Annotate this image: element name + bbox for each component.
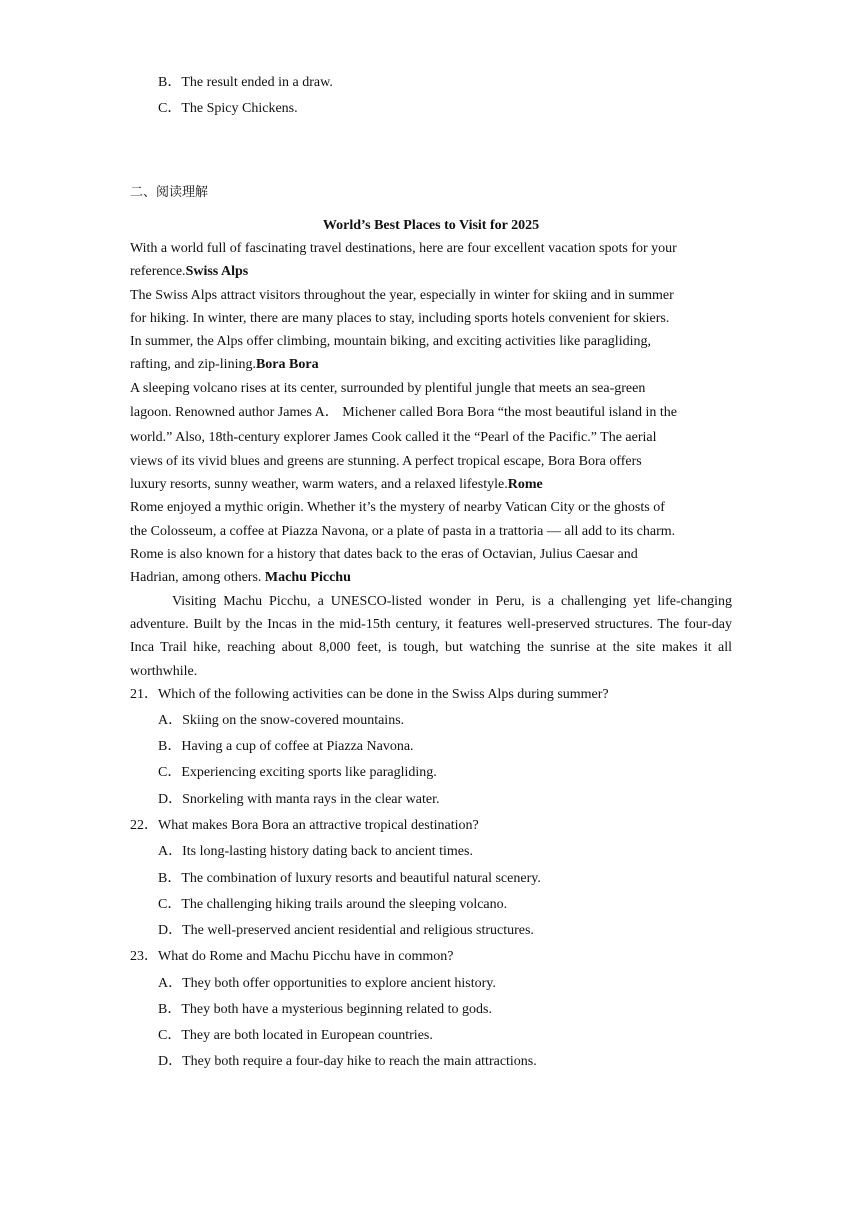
intro-line [130, 262, 248, 282]
question-22 [130, 816, 479, 836]
prev-option-b [158, 73, 333, 93]
option-21-a [158, 711, 404, 731]
option-21-b [158, 737, 414, 757]
option-letter: B． [158, 871, 182, 886]
option-letter: C． [158, 101, 182, 116]
option-letter: D． [158, 792, 183, 807]
prev-option-c [158, 99, 298, 119]
intro-line: With a world full of fascinating travel destinations, here are four excellent vacation spots for your [130, 241, 677, 256]
subheading-rome: Rome [507, 477, 543, 492]
subheading-machu-picchu: Machu Picchu [264, 570, 351, 585]
option-23-d [158, 1052, 537, 1072]
option-text: They both require a four-day hike to reach the main attractions. [182, 1054, 537, 1069]
question-number: 22． [130, 818, 158, 833]
option-text: Having a cup of coffee at Piazza Navona. [181, 739, 414, 754]
option-text: The well-preserved ancient residential and religious structures. [182, 923, 534, 938]
option-letter: A． [158, 976, 183, 991]
question-text: What makes Bora Bora an attractive tropical destination? [158, 818, 479, 833]
rome-line: Rome is also known for a history that dates back to the eras of Octavian, Julius Caesar and [130, 547, 638, 562]
rome-line [130, 568, 351, 588]
rome-line: Rome enjoyed a mythic origin. Whether it’s the mystery of nearby Vatican City or the ghosts of [130, 500, 665, 515]
option-21-d [158, 790, 440, 810]
bora-line: world.” Also, 18th-century explorer James Cook called it the “Pearl of the Pacific.” The aerial [130, 430, 657, 445]
option-letter: D． [158, 1054, 183, 1069]
option-22-d [158, 921, 534, 941]
section-heading: 二、阅读理解 [130, 185, 209, 200]
option-text: They are both located in European countries. [181, 1028, 433, 1043]
option-23-b [158, 1000, 492, 1020]
option-letter: B． [158, 739, 182, 754]
question-23 [130, 947, 453, 967]
swiss-text: rafting, and zip-lining. [130, 357, 256, 372]
bora-line: views of its vivid blues and greens are stunning. A perfect tropical escape, Bora Bora offers [130, 454, 642, 469]
swiss-line: In summer, the Alps offer climbing, mountain biking, and exciting activities like paragliding, [130, 334, 651, 349]
option-21-c [158, 763, 437, 783]
option-letter: C． [158, 897, 182, 912]
question-number: 21． [130, 687, 158, 702]
bora-line [130, 475, 543, 495]
subheading-bora-bora: Bora Bora [255, 357, 319, 372]
option-letter: B． [158, 75, 182, 90]
rome-line: the Colosseum, a coffee at Piazza Navona, or a plate of pasta in a trattoria — all add to its charm. [130, 524, 676, 539]
option-text: Skiing on the snow-covered mountains. [182, 713, 405, 728]
option-text: They both offer opportunities to explore ancient history. [182, 976, 496, 991]
subheading-swiss-alps: Swiss Alps [185, 264, 249, 279]
rome-text: Hadrian, among others. [130, 570, 265, 585]
question-number: 23． [130, 949, 158, 964]
option-letter: C． [158, 765, 182, 780]
option-22-b [158, 869, 541, 889]
question-21 [130, 685, 609, 705]
option-22-a [158, 842, 473, 862]
option-23-a [158, 974, 496, 994]
option-22-c [158, 895, 507, 915]
bora-text: luxury resorts, sunny weather, warm waters, and a relaxed lifestyle. [130, 477, 508, 492]
option-text: The Spicy Chickens. [181, 101, 298, 116]
option-text: Its long-lasting history dating back to ancient times. [182, 844, 473, 859]
option-text: The combination of luxury resorts and beautiful natural scenery. [181, 871, 541, 886]
question-text: Which of the following activities can be done in the Swiss Alps during summer? [158, 687, 609, 702]
bora-line: lagoon. Renowned author James A． Michener called Bora Bora “the most beautiful island in the [130, 405, 678, 420]
option-text: The result ended in a draw. [181, 75, 333, 90]
swiss-line: The Swiss Alps attract visitors throughout the year, especially in winter for skiing and in summer [130, 288, 674, 303]
option-text: The challenging hiking trails around the sleeping volcano. [181, 897, 508, 912]
passage-title: World’s Best Places to Visit for 2025 [322, 218, 540, 233]
question-text: What do Rome and Machu Picchu have in common? [158, 949, 454, 964]
option-letter: A． [158, 713, 183, 728]
option-text: Snorkeling with manta rays in the clear water. [182, 792, 440, 807]
option-text: They both have a mysterious beginning related to gods. [181, 1002, 492, 1017]
option-23-c [158, 1026, 433, 1046]
bora-line: A sleeping volcano rises at its center, surrounded by plentiful jungle that meets an sea-green [130, 381, 646, 396]
intro-text: reference. [130, 264, 186, 279]
option-text: Experiencing exciting sports like paragliding. [181, 765, 437, 780]
swiss-line [130, 355, 319, 375]
option-letter: A． [158, 844, 183, 859]
swiss-line: for hiking. In winter, there are many places to stay, including sports hotels convenient for skiers. [130, 311, 670, 326]
option-letter: D． [158, 923, 183, 938]
option-letter: B． [158, 1002, 182, 1017]
machu-paragraph: Visiting Machu Picchu, a UNESCO-listed wonder in Peru, is a challenging yet life-changing adventure. Built by the Incas in the mid-15th century, it features well-preserved structures. The four-day Inca Trail hike, reaching about 8,000 feet, is tough, but watching the sunrise at the site makes it all worthwhile. [130, 594, 732, 679]
option-letter: C． [158, 1028, 182, 1043]
